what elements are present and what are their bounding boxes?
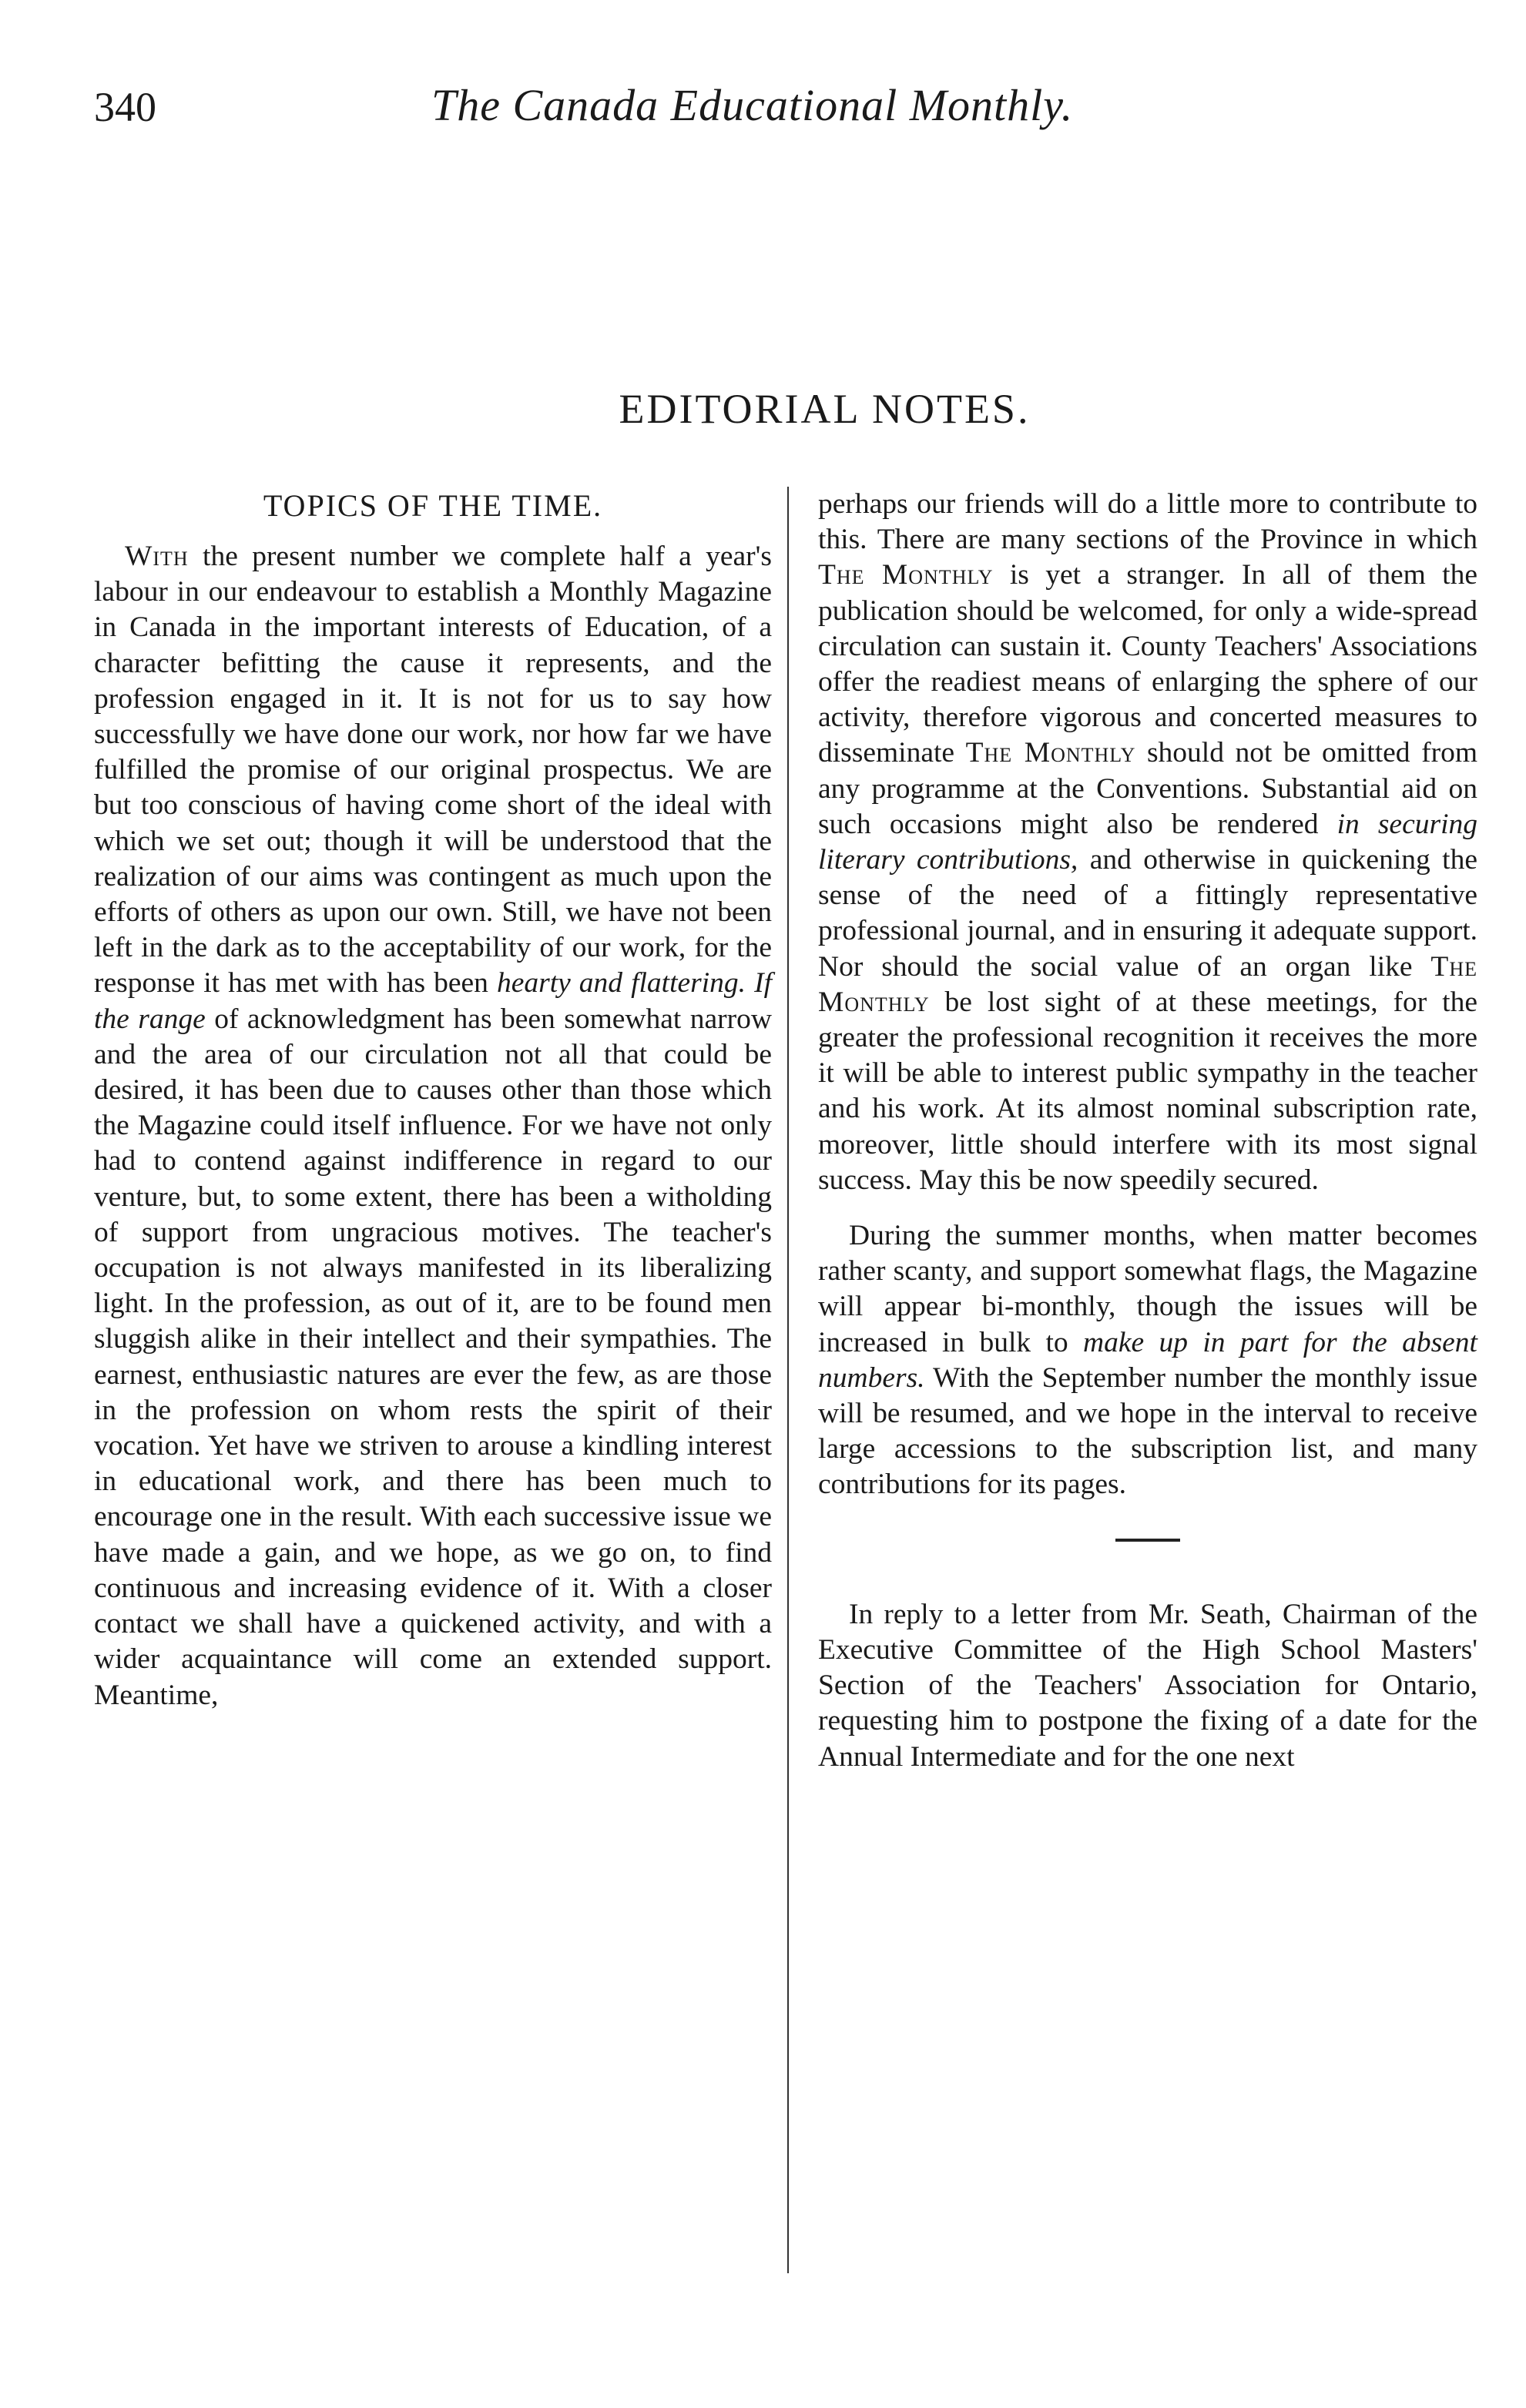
text-run: and otherwise in quickening the sense of the need of a fittingly representative professional journal, and in ensuring it adequate support. Nor should the social value of an organ like <box>818 844 1477 983</box>
column-rule <box>787 487 789 2273</box>
small-caps-run: The Monthly <box>965 737 1136 769</box>
italic-run: make up in part for the absent numbers. <box>818 1326 1477 1394</box>
section-title: EDITORIAL NOTES. <box>619 386 1031 432</box>
text-run: be lost sight of at these meetings, for the greater the professional recognition it receives the more it will be able to interest public sympathy in the teacher and his work. At its almost nominal subscription rate, moreover, little should interfere with its most signal success. May this be now speedily secured. <box>818 986 1477 1196</box>
paragraph <box>818 1218 1477 1503</box>
left-column <box>94 487 772 1713</box>
page-number: 340 <box>94 84 156 130</box>
text-run: perhaps our friends will do a little more to contribute to this. There are many sections of the Province in which <box>818 488 1477 556</box>
italic-run: hearty and flattering. If the range <box>94 967 772 1035</box>
subheading: TOPICS OF THE TIME. <box>263 488 603 523</box>
dropcap-word: With <box>125 541 189 572</box>
text-run: the present number we complete half a year's labour in our endeavour to establish a Monthly Magazine in Canada in the important interests of Education, of a character befitting the cause it represents, and the profession engaged in it. It is not for us to say how successfully we have done our work, nor how far we have fulfilled the promise of our original prospectus. We are but too conscious of having come short of the ideal with which we set out; though it will be understood that the realization of our aims was contingent as much upon the efforts of others as upon our own. Still, we have not been left in the dark as to the acceptability of our work, for the response it has met with has been <box>94 541 772 1000</box>
paragraph <box>818 487 1477 1198</box>
text-run: With the September number the monthly issue will be resumed, and we hope in the interval to receive large accessions to the subscription list, and many contributions for its pages. <box>818 1361 1477 1501</box>
small-caps-run: The Monthly <box>818 950 1477 1018</box>
text-run: is yet a stranger. In all of them the publication should be welcomed, for only a wide-spread circulation can sustain it. County Teachers' Associations offer the readiest means of enlarging the sphere of our activity, therefore vigorous and concerted measures to disseminate <box>818 559 1477 769</box>
section-divider <box>1115 1539 1180 1542</box>
paragraph: In reply to a letter from Mr. Seath, Chairman of the Executive Committee of the High School Masters' Section of the Teachers' Association for Ontario, requesting him to postpone the fixing of a date for the Annual Intermediate and for the one next <box>818 1598 1477 1773</box>
right-column <box>818 487 1477 1775</box>
text-run: of acknowledgment has been somewhat narrow and the area of our circulation not all that could be desired, it has been due to causes other than those which the Magazine could itself influence. For we have not only had to contend against indifference in regard to our venture, but, to some extent, there has been a witholding of support from ungracious motives. The teacher's occupation is not always manifested in its liberalizing light. In the profession, as out of it, are to be found men sluggish alike in their intellect and their sympathies. The earnest, enthusiastic natures are ever the few, as are those in the profession on whom rests the spirit of their vocation. Yet have we striven to arouse a kindling interest in educational work, and there has been much to encourage one in the result. With each successive issue we have made a gain, and we hope, as we go on, to find continuous and increasing evidence of it. With a closer contact we shall have a quickened activity, and with a wider acquaintance will come an extended support. Meantime, <box>94 1003 772 1711</box>
text-run: During the summer months, when matter becomes rather scanty, and support somewhat flags, the Magazine will appear bi-monthly, though the issues will be increased in bulk to <box>818 1220 1477 1358</box>
italic-run: in securing literary contributions, <box>818 808 1477 876</box>
paragraph <box>94 539 772 1713</box>
text-run: should not be omitted from any programme at the Conventions. Substantial aid on such occasions might also be rendered <box>818 737 1477 840</box>
running-title: The Canada Educational Monthly. <box>431 80 1074 130</box>
small-caps-run: The Monthly <box>818 559 994 591</box>
